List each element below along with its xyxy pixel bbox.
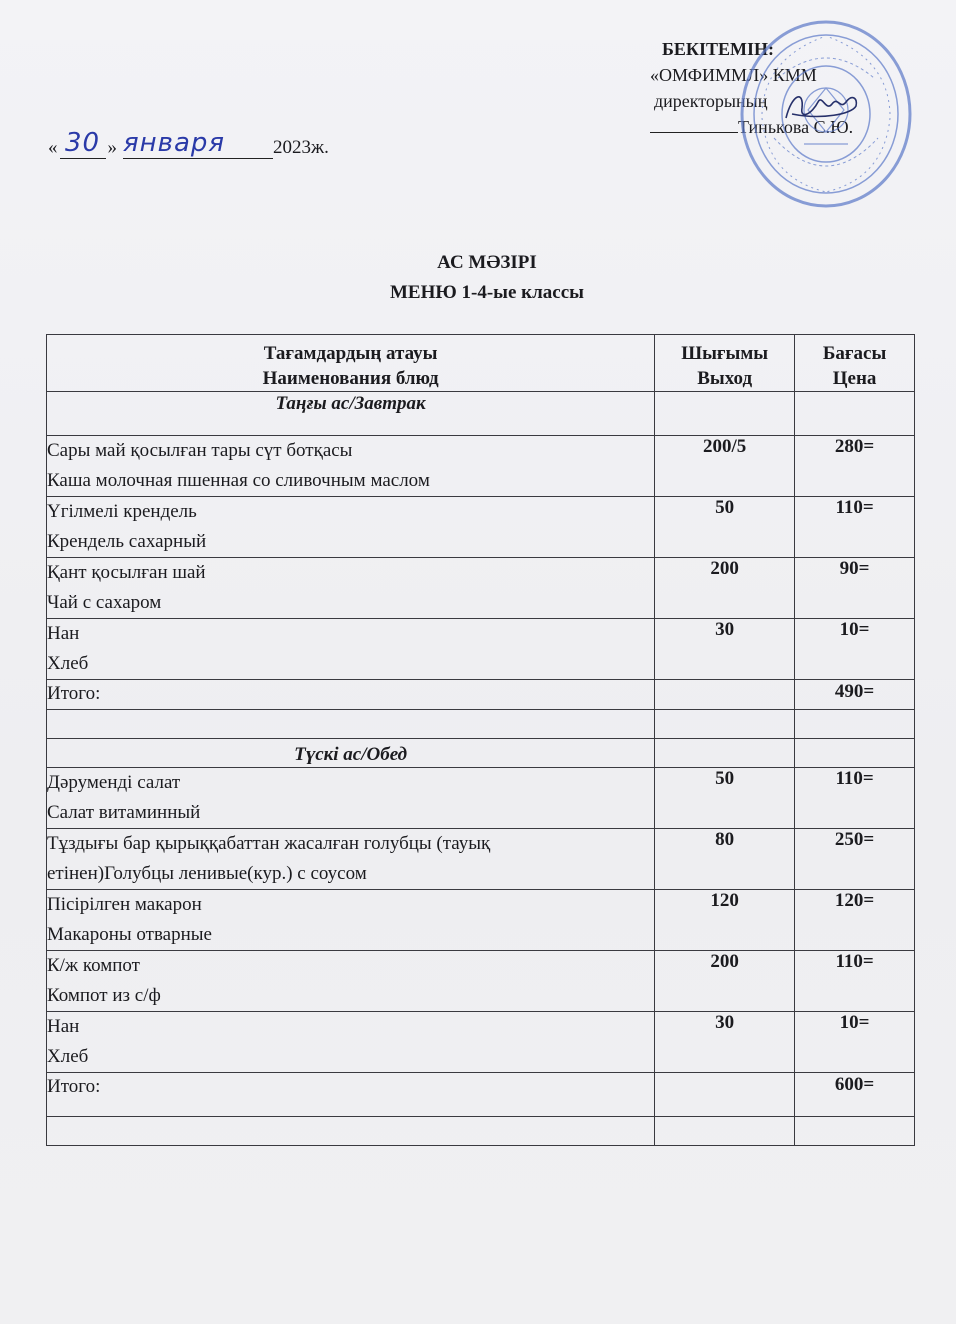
date-day-field bbox=[60, 128, 106, 159]
dish-price: 250= bbox=[795, 829, 915, 890]
dish-name bbox=[47, 497, 655, 558]
dish-price: 110= bbox=[795, 768, 915, 829]
dish-name-kz: Сары май қосылған тары сүт ботқасы bbox=[47, 440, 353, 461]
dish-price: 10= bbox=[795, 619, 915, 680]
empty-row bbox=[47, 1117, 915, 1146]
date-year: 2023ж. bbox=[273, 137, 329, 158]
table-row bbox=[47, 436, 915, 497]
header-price bbox=[795, 335, 915, 392]
table-row bbox=[47, 619, 915, 680]
dish-name-ru: Каша молочная пшенная со сливочным маслом bbox=[47, 470, 430, 491]
dish-price: 120= bbox=[795, 890, 915, 951]
total-label: Итого: bbox=[47, 680, 655, 710]
header-dish-name-kz: Тағамдардың атауы bbox=[263, 343, 438, 364]
empty-cell bbox=[795, 739, 915, 768]
dish-name bbox=[47, 951, 655, 1012]
dish-name-ru: Компот из с/ф bbox=[47, 985, 161, 1006]
document-date bbox=[48, 128, 329, 159]
approval-organization: «ОМФИММЛ» КММ bbox=[650, 65, 817, 85]
dish-name-kz: Нан bbox=[47, 623, 80, 644]
header-dish-name-ru: Наименования блюд bbox=[262, 368, 439, 389]
date-month: января bbox=[123, 128, 226, 158]
dish-yield: 200 bbox=[655, 951, 795, 1012]
table-row bbox=[47, 951, 915, 1012]
dish-name-kz: К/ж компот bbox=[47, 955, 140, 976]
dish-price: 90= bbox=[795, 558, 915, 619]
header-price-kz: Бағасы bbox=[822, 343, 887, 364]
dish-yield: 80 bbox=[655, 829, 795, 890]
header-yield bbox=[655, 335, 795, 392]
approval-signer-line bbox=[650, 114, 930, 140]
table-row bbox=[47, 497, 915, 558]
empty-cell bbox=[655, 680, 795, 710]
empty-cell bbox=[795, 392, 915, 436]
total-price: 600= bbox=[795, 1073, 915, 1117]
dish-price: 110= bbox=[795, 951, 915, 1012]
dish-name-ru: Хлеб bbox=[47, 1046, 89, 1067]
total-price: 490= bbox=[795, 680, 915, 710]
section-row-lunch bbox=[47, 739, 915, 768]
dish-name-ru: Макароны отварные bbox=[47, 924, 212, 945]
dish-name-kz: Дәруменді салат bbox=[47, 772, 181, 793]
table-row bbox=[47, 768, 915, 829]
empty-cell bbox=[655, 710, 795, 739]
menu-title-ru: МЕНЮ 1-4-ые классы bbox=[389, 282, 584, 303]
header-dish-name bbox=[47, 335, 655, 392]
date-month-field bbox=[123, 128, 273, 159]
dish-name-ru: Хлеб bbox=[47, 653, 89, 674]
date-open-quote: « bbox=[48, 137, 58, 158]
empty-cell bbox=[795, 1117, 915, 1146]
dish-price: 280= bbox=[795, 436, 915, 497]
dish-yield: 30 bbox=[655, 1012, 795, 1073]
dish-name-kz: Үгілмелі крендель bbox=[47, 501, 197, 522]
empty-cell bbox=[795, 710, 915, 739]
dish-name bbox=[47, 558, 655, 619]
dish-yield: 50 bbox=[655, 768, 795, 829]
dish-yield: 200 bbox=[655, 558, 795, 619]
header-yield-kz: Шығымы bbox=[681, 343, 769, 364]
approval-heading: БЕКІТЕМІН: bbox=[662, 39, 774, 59]
table-row bbox=[47, 890, 915, 951]
section-title: Түскі ас/Обед bbox=[47, 739, 655, 768]
dish-yield: 120 bbox=[655, 890, 795, 951]
dish-name bbox=[47, 619, 655, 680]
dish-name bbox=[47, 768, 655, 829]
section-title: Таңғы ас/Завтрак bbox=[47, 392, 655, 436]
dish-name-kz: Пісірілген макарон bbox=[47, 894, 202, 915]
empty-cell bbox=[47, 710, 655, 739]
empty-cell bbox=[655, 392, 795, 436]
dish-name-ru: Крендель сахарный bbox=[47, 531, 207, 552]
dish-name-ru: Чай с сахаром bbox=[47, 592, 162, 613]
empty-cell bbox=[47, 1117, 655, 1146]
table-row bbox=[47, 558, 915, 619]
dish-name-kz: Тұздығы бар қырыққабаттан жасалған голубцы (тауық bbox=[47, 833, 491, 854]
menu-title-block bbox=[0, 248, 956, 308]
table-row bbox=[47, 829, 915, 890]
dish-name-kz: Қант қосылған шай bbox=[47, 562, 206, 583]
table-header-row bbox=[47, 335, 915, 392]
date-day: 30 bbox=[64, 128, 101, 158]
menu-title-kz: АС МӘЗІРІ bbox=[437, 252, 537, 273]
dish-yield: 50 bbox=[655, 497, 795, 558]
total-row-lunch bbox=[47, 1073, 915, 1117]
dish-name bbox=[47, 890, 655, 951]
dish-price: 10= bbox=[795, 1012, 915, 1073]
approval-signer: Тинькова С.Ю. bbox=[738, 117, 854, 137]
total-row-breakfast bbox=[47, 680, 915, 710]
empty-cell bbox=[655, 739, 795, 768]
total-label: Итого: bbox=[47, 1073, 655, 1117]
signature-blank bbox=[650, 132, 738, 133]
dish-name-ru: Салат витаминный bbox=[47, 802, 201, 823]
header-price-ru: Цена bbox=[832, 368, 877, 389]
dish-name-ru: етінен)Голубцы ленивые(кур.) с соусом bbox=[47, 863, 367, 884]
approval-block bbox=[650, 36, 930, 140]
date-close-quote: » bbox=[107, 137, 117, 158]
dish-name bbox=[47, 436, 655, 497]
approval-position: директорының bbox=[654, 91, 768, 111]
dish-name-kz: Нан bbox=[47, 1016, 80, 1037]
empty-cell bbox=[655, 1117, 795, 1146]
dish-yield: 30 bbox=[655, 619, 795, 680]
table-row bbox=[47, 1012, 915, 1073]
empty-row bbox=[47, 710, 915, 739]
dish-name bbox=[47, 829, 655, 890]
empty-cell bbox=[655, 1073, 795, 1117]
section-row-breakfast bbox=[47, 392, 915, 436]
dish-price: 110= bbox=[795, 497, 915, 558]
dish-yield: 200/5 bbox=[655, 436, 795, 497]
header-yield-ru: Выход bbox=[697, 368, 753, 389]
menu-table bbox=[46, 334, 915, 1146]
dish-name bbox=[47, 1012, 655, 1073]
